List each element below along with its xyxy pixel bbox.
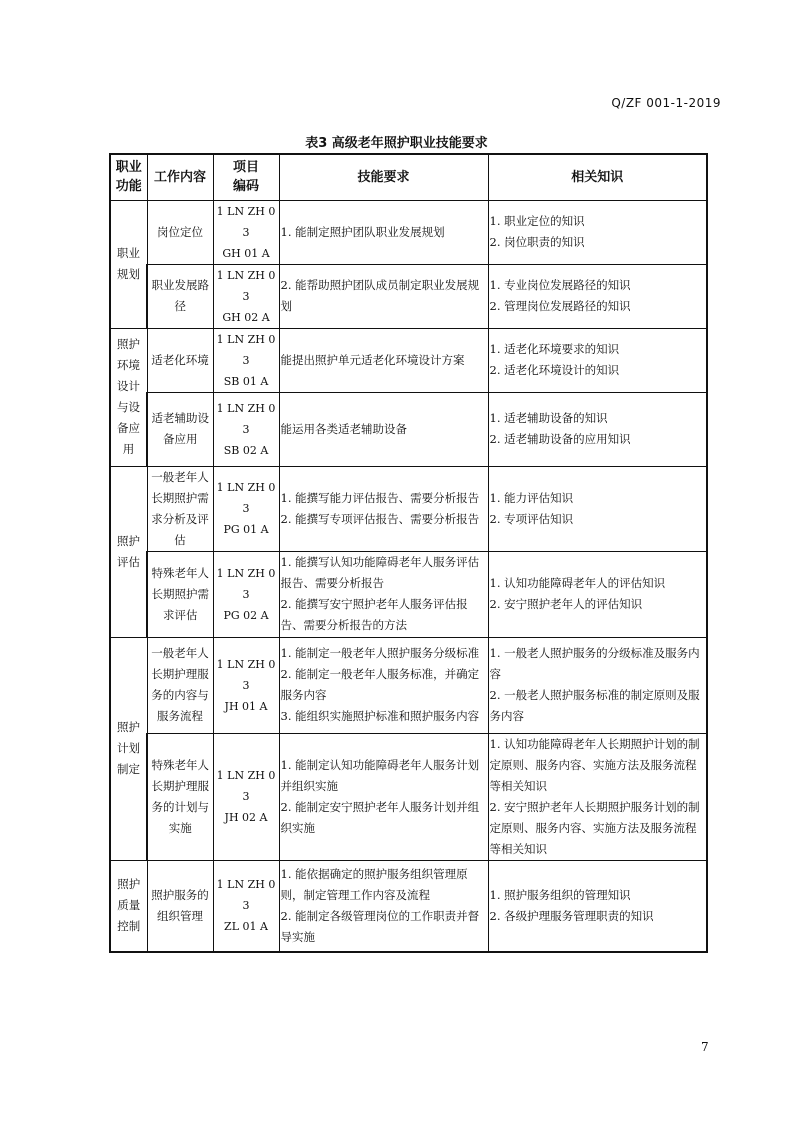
knowledge-cell: 1. 能力评估知识 2. 专项评估知识 [488,466,707,551]
knowledge-cell: 1. 适老辅助设备的知识 2. 适老辅助设备的应用知识 [488,392,707,466]
content-cell: 岗位定位 [147,200,213,264]
header-function: 职业 功能 [110,154,147,200]
function-cell: 照护质量控制 [110,860,147,952]
knowledge-cell: 1. 认知功能障碍老年人长期照护计划的制定原则、服务内容、实施方法及服务流程等相关知识 2. 安宁照护老年人长期照护服务计划的制定原则、服务内容、实施方法及服务流程等相关知识 [488,733,707,860]
code-cell: 1 LN ZH 03 JH 02 A [213,733,279,860]
content-cell: 一般老年人长期护理服务的内容与服务流程 [147,637,213,733]
skill-cell: 1. 能制定一般老年人照护服务分级标准 2. 能制定一般老年人服务标准，并确定服务内容 3. 能组织实施照护标准和照护服务内容 [279,637,488,733]
skill-cell: 2. 能帮助照护团队成员制定职业发展规划 [279,264,488,328]
function-cell: 照护评估 [110,466,147,637]
table-row [110,860,707,952]
table-title: 表3 高级老年照护职业技能要求 [305,136,488,151]
skill-cell: 1. 能制定照护团队职业发展规划 [279,200,488,264]
code-cell: 1 LN ZH 03 PG 01 A [213,466,279,551]
knowledge-cell: 1. 照护服务组织的管理知识 2. 各级护理服务管理职责的知识 [488,860,707,952]
table-header-row [110,154,707,200]
knowledge-cell: 1. 一般老人照护服务的分级标准及服务内容 2. 一般老人照护服务标准的制定原则及服务内容 [488,637,707,733]
header-content: 工作内容 [147,154,213,200]
table-row [110,637,707,733]
code-cell: 1 LN ZH 03 GH 02 A [213,264,279,328]
function-cell: 职业规划 [110,200,147,328]
table-row [110,733,707,860]
code-cell: 1 LN ZH 03 PG 02 A [213,551,279,637]
function-cell: 照护计划制定 [110,637,147,860]
header-knowledge: 相关知识 [488,154,707,200]
skill-cell: 1. 能制定认知功能障碍老年人服务计划并组织实施 2. 能制定安宁照护老年人服务计划并组织实施 [279,733,488,860]
content-cell: 照护服务的组织管理 [147,860,213,952]
code-cell: 1 LN ZH 03 ZL 01 A [213,860,279,952]
code-cell: 1 LN ZH 03 SB 01 A [213,328,279,392]
table-row [110,466,707,551]
header-skills: 技能要求 [279,154,488,200]
knowledge-cell: 1. 认知功能障碍老年人的评估知识 2. 安宁照护老年人的评估知识 [488,551,707,637]
code-cell: 1 LN ZH 03 GH 01 A [213,200,279,264]
page-number: 7 [701,1040,709,1054]
skill-cell: 能运用各类适老辅助设备 [279,392,488,466]
skills-table [109,153,708,953]
table-row [110,551,707,637]
header-code: 项目 编码 [213,154,279,200]
content-cell: 特殊老年人长期护理服务的计划与实施 [147,733,213,860]
code-cell: 1 LN ZH 03 JH 01 A [213,637,279,733]
code-cell: 1 LN ZH 03 SB 02 A [213,392,279,466]
table-row [110,264,707,328]
content-cell: 适老化环境 [147,328,213,392]
content-cell: 特殊老年人长期照护需求评估 [147,551,213,637]
skill-cell: 1. 能依据确定的照护服务组织管理原则，制定管理工作内容及流程 2. 能制定各级管理岗位的工作职责并督导实施 [279,860,488,952]
knowledge-cell: 1. 职业定位的知识 2. 岗位职责的知识 [488,200,707,264]
content-cell: 职业发展路径 [147,264,213,328]
skill-cell: 1. 能撰写能力评估报告、需要分析报告 2. 能撰写专项评估报告、需要分析报告 [279,466,488,551]
content-cell: 适老辅助设备应用 [147,392,213,466]
table-row [110,392,707,466]
knowledge-cell: 1. 专业岗位发展路径的知识 2. 管理岗位发展路径的知识 [488,264,707,328]
table-row [110,200,707,264]
document-code: Q/ZF 001-1-2019 [611,96,721,110]
skill-cell: 1. 能撰写认知功能障碍老年人服务评估报告、需要分析报告 2. 能撰写安宁照护老年人服务评估报告、需要分析报告的方法 [279,551,488,637]
function-cell: 照护环境设计与设备应用 [110,328,147,466]
skill-cell: 能提出照护单元适老化环境设计方案 [279,328,488,392]
table-row [110,328,707,392]
content-cell: 一般老年人长期照护需求分析及评估 [147,466,213,551]
knowledge-cell: 1. 适老化环境要求的知识 2. 适老化环境设计的知识 [488,328,707,392]
